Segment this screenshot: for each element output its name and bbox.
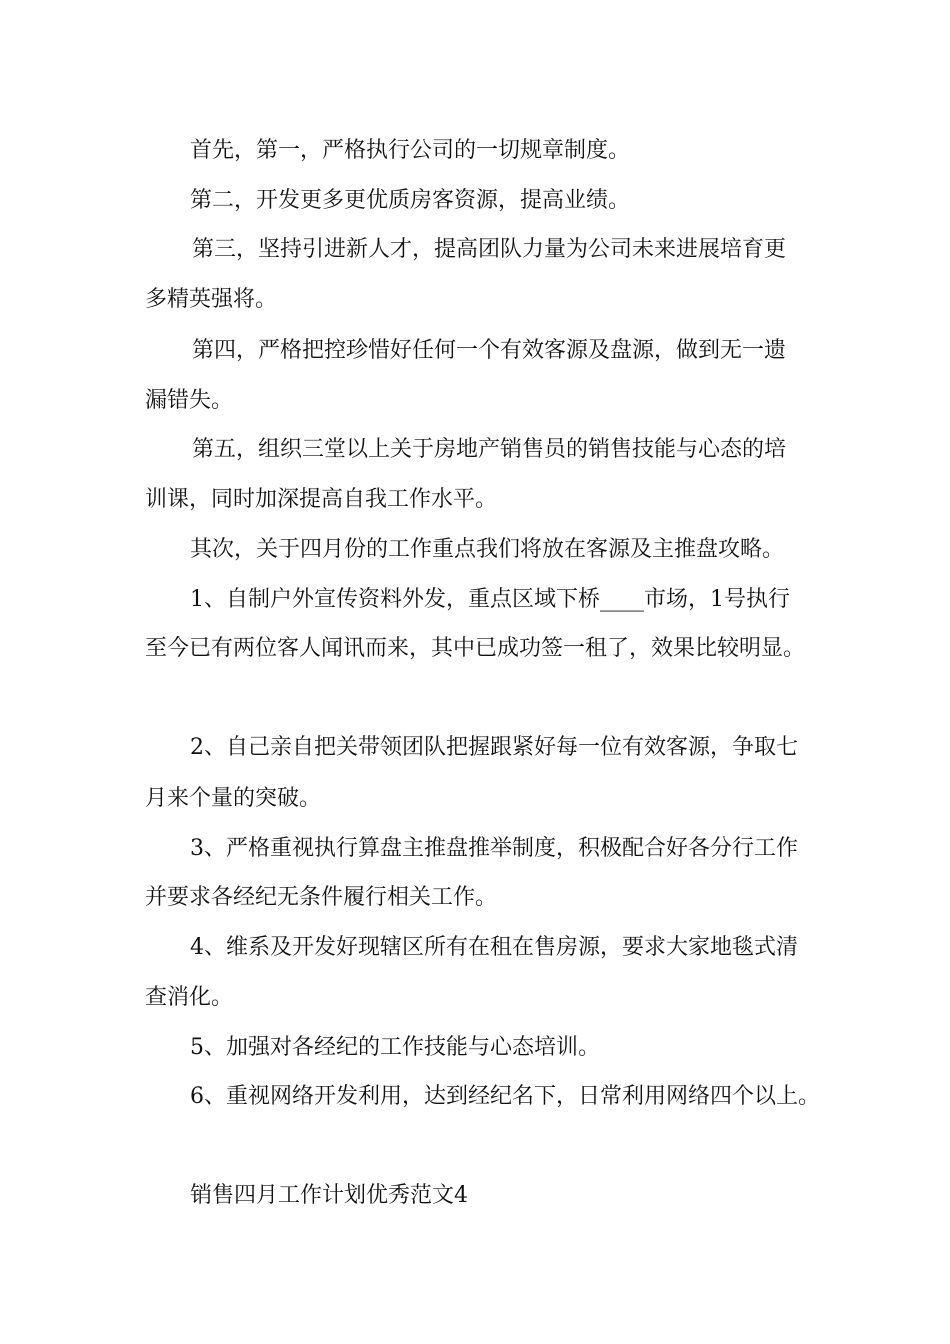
paragraph-5-line-1: 第五，组织三堂以上关于房地产销售员的销售技能与心态的培 xyxy=(192,437,787,462)
paragraph-2-line-1: 第二，开发更多更优质房客资源，提高业绩。 xyxy=(190,188,631,213)
paragraph-4-line-1: 第四，严格把控珍惜好任何一个有效客源及盘源，做到无一遗 xyxy=(192,338,787,363)
paragraph-9-line-1: 3、严格重视执行算盘主推盘推举制度，积极配合好各分行工作 xyxy=(190,836,798,861)
paragraph-7-line-1: 1、自制户外宣传资料外发，重点区域下桥____市场，1号执行 xyxy=(190,587,790,612)
paragraph-8-line-1: 2、自己亲自把关带领团队把握跟紧好每一位有效客源，争取七 xyxy=(190,735,798,760)
paragraph-10-line-2: 查消化。 xyxy=(145,985,234,1010)
paragraph-8-line-2: 月来个量的突破。 xyxy=(145,786,322,811)
paragraph-10-line-1: 4、维系及开发好现辖区所有在租在售房源，要求大家地毯式清 xyxy=(190,935,798,960)
paragraph-6-line-1: 其次，关于四月份的工作重点我们将放在客源及主推盘攻略。 xyxy=(190,537,785,562)
paragraph-5-line-2: 训课，同时加深提高自我工作水平。 xyxy=(145,487,498,512)
paragraph-9-line-2: 并要求各经纪无条件履行相关工作。 xyxy=(145,885,498,910)
paragraph-1-line-1: 首先，第一，严格执行公司的一切规章制度。 xyxy=(190,138,631,163)
paragraph-12-line-1: 6、重视网络开发利用，达到经纪名下，日常利用网络四个以上。 xyxy=(190,1084,820,1109)
section-heading: 销售四月工作计划优秀范文4 xyxy=(190,1183,468,1208)
paragraph-4-line-2: 漏错失。 xyxy=(145,388,234,413)
paragraph-11-line-1: 5、加强对各经纪的工作技能与心态培训。 xyxy=(190,1035,600,1060)
paragraph-7-line-2: 至今已有两位客人闻讯而来，其中已成功签一租了，效果比较明显。 xyxy=(145,636,806,661)
paragraph-3-line-1: 第三，坚持引进新人才，提高团队力量为公司未来进展培育更 xyxy=(192,237,787,262)
paragraph-3-line-2: 多精英强将。 xyxy=(145,287,278,312)
